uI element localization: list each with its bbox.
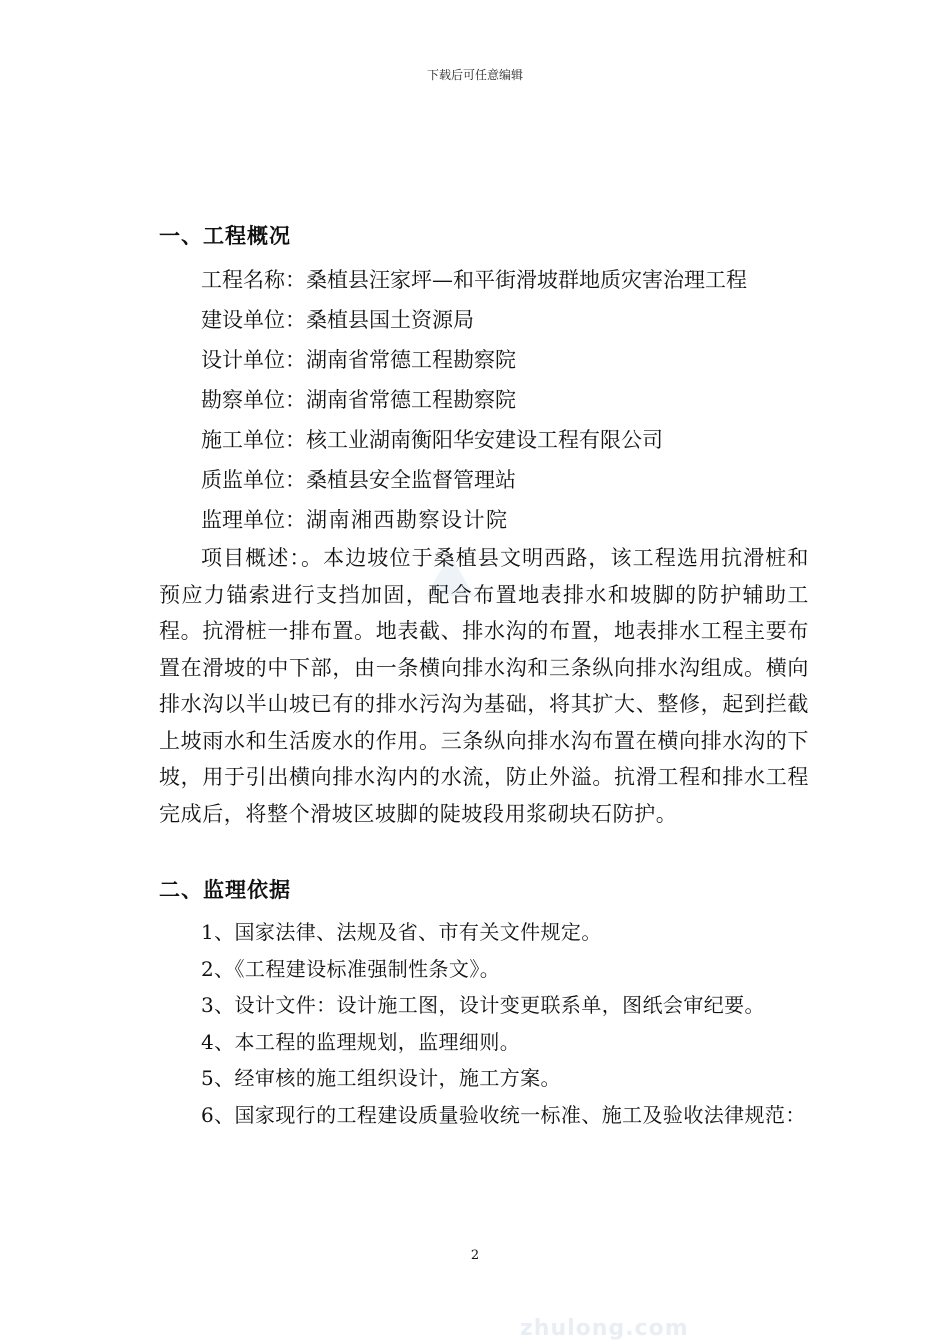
field-label: 监理单位： xyxy=(201,508,306,532)
field-label: 建设单位： xyxy=(201,308,306,332)
basis-item: 6、国家现行的工程建设质量验收统一标准、施工及验收法律规范： xyxy=(201,1102,806,1127)
field-surveyor xyxy=(159,380,809,420)
watermark-text: zhulong.com xyxy=(520,1316,689,1341)
section-title-basis: 二、监理依据 xyxy=(159,878,291,902)
field-value: 桑植县安全监督管理站 xyxy=(306,468,516,492)
basis-item: 1、国家法律、法规及省、市有关文件规定。 xyxy=(201,920,602,944)
field-label: 工程名称： xyxy=(201,268,306,292)
field-label: 勘察单位： xyxy=(201,388,306,412)
field-value: 核工业湖南衡阳华安建设工程有限公司 xyxy=(306,428,663,452)
field-label: 施工单位： xyxy=(201,428,306,452)
header-note: 下载后可任意编辑 xyxy=(426,68,523,82)
field-value: 湖南省常德工程勘察院 xyxy=(306,388,516,412)
basis-item: 4、本工程的监理规划，监理细则。 xyxy=(201,1029,521,1054)
field-builder xyxy=(159,300,809,340)
basis-item: 2、《工程建设标准强制性条文》。 xyxy=(201,956,501,981)
section-title-overview: 一、工程概况 xyxy=(159,224,291,248)
basis-item: 5、经审核的施工组织设计，施工方案。 xyxy=(201,1066,561,1090)
document-body xyxy=(159,210,809,1133)
field-supervisor xyxy=(159,500,809,540)
field-label: 设计单位： xyxy=(201,348,306,372)
field-project-name xyxy=(159,260,809,300)
page-number: 2 xyxy=(470,1248,480,1263)
field-value: 湖南湘西勘察设计院 xyxy=(306,508,509,532)
field-constructor xyxy=(159,420,809,460)
field-value: 桑植县国土资源局 xyxy=(306,308,474,332)
field-quality-supervisor xyxy=(159,460,809,500)
field-designer xyxy=(159,340,809,380)
project-overview-paragraph: 项目概述：。本边坡位于桑植县文明西路，该工程选用抗滑桩和预应力锚索进行支挡加固，配合布置地表排水和坡脚的防护辅助工程。抗滑桩一排布置。地表截、排水沟的布置，地表排水工程主要布置在滑坡的中下部，由一条横向排水沟和三条纵向排水沟组成。横向排水沟以半山坡已有的排水污沟为基础，将其扩大、整修，起到拦截上坡雨水和生活废水的作用。三条纵向排水沟布置在横向排水沟的下坡，用于引出横向排水沟内的水流，防止外溢。抗滑工程和排水工程完成后，将整个滑坡区坡脚的陡坡段用浆砌块石防护。 xyxy=(159,546,809,826)
field-value: 湖南省常德工程勘察院 xyxy=(306,348,516,372)
field-value: 桑植县汪家坪—和平街滑坡群地质灾害治理工程 xyxy=(306,268,747,292)
basis-item: 3、设计文件：设计施工图，设计变更联系单，图纸会审纪要。 xyxy=(201,993,765,1017)
field-label: 质监单位： xyxy=(201,468,306,492)
